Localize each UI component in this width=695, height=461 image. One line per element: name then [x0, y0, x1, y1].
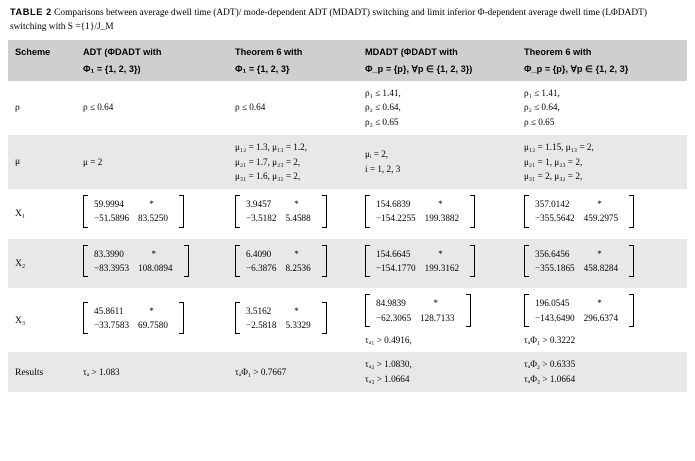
cell-line: τₐΦ₁ > 0.3222 [524, 334, 576, 345]
cell-rho-thm6b [517, 81, 687, 135]
matrix-entry: * [433, 298, 439, 309]
matrix-entry: 69.7580 [138, 319, 168, 330]
row-scheme-mu: μ [8, 135, 76, 189]
matrix-entry: * [438, 248, 443, 259]
matrix-entry: * [151, 248, 157, 259]
cell-results-thm6b [517, 352, 687, 391]
cell-x1-thm6b [517, 189, 687, 239]
matrix-entry: −154.1770 [376, 263, 416, 274]
cell-line: ρ ≤ 0.64 [235, 102, 266, 113]
cell-x2-thm6b [517, 239, 687, 289]
cell-line: μ₃₁ = 2, μ₃₂ = 2, [524, 171, 583, 182]
matrix-entry: * [149, 305, 154, 316]
cell-results-adt [76, 352, 228, 391]
matrix-entry: 5.3329 [285, 319, 311, 330]
cell-line: ρ₁ ≤ 1.41, [524, 87, 560, 98]
cell-line: μ = 2 [83, 156, 103, 167]
row-scheme-x3: X₃ [8, 288, 76, 352]
matrix-entry: −6.3876 [246, 263, 277, 274]
matrix-entry: 83.3990 [94, 248, 124, 259]
matrix [235, 195, 327, 228]
matrix-entry: 296.6374 [583, 312, 619, 323]
cell-x3-adt [76, 288, 228, 352]
cell-line: i = 1, 2, 3 [365, 163, 401, 174]
column-header-theorem6-a [228, 40, 358, 81]
table-header-row [8, 40, 687, 81]
column-header-scheme [8, 40, 76, 81]
cell-results-mdadt [358, 352, 517, 391]
table-body [8, 81, 687, 392]
matrix-entry: 45.8611 [94, 305, 124, 316]
cell-mu-thm6b [517, 135, 687, 189]
cell-line: μ₂₁ = 1, μ₂₃ = 2, [524, 156, 583, 167]
matrix-entry: 8.2536 [285, 263, 311, 274]
matrix-entry: * [294, 305, 299, 316]
cell-line: μ₁₂ = 1.3, μ₁₃ = 1.2, [235, 141, 308, 152]
row-scheme-x1: X₁ [8, 189, 76, 239]
header-line-2: Φ₁ = {1, 2, 3}) [83, 63, 141, 74]
matrix-entry: 459.2975 [583, 213, 619, 224]
matrix-entry: −3.5182 [246, 213, 277, 224]
header-line-1: MDADT (ΦDADT with [365, 47, 458, 58]
matrix-entry: 199.3882 [424, 213, 460, 224]
cell-mu-adt [76, 135, 228, 189]
matrix-entry: * [597, 298, 602, 309]
matrix-entry: −355.1865 [535, 263, 575, 274]
matrix [524, 294, 634, 327]
row-scheme-rho: ρ [8, 81, 76, 135]
matrix [235, 245, 327, 278]
matrix-entry: −355.5642 [535, 213, 575, 224]
header-line-1: ADT (ΦDADT with [83, 47, 162, 58]
cell-x2-adt [76, 239, 228, 289]
cell-line: τₐ₂ > 1.0830, [365, 359, 412, 370]
matrix-entry: −154.2255 [376, 213, 416, 224]
cell-line: μᵢ = 2, [365, 149, 389, 160]
cell-line: μ₁₂ = 1.15, μ₁₃ = 2, [524, 141, 594, 152]
matrix-entry: * [597, 248, 602, 259]
caption-text: Comparisons between average dwell time (ADT)/ mode-dependent ADT (MDADT) switching and limit inferior Φ-dependent average dwell time (LΦDADT) switching with S ={1}/J_M [10, 8, 647, 32]
matrix-entry: −33.7583 [94, 319, 130, 330]
cell-line: τₐ > 1.083 [83, 366, 120, 377]
matrix-entry: −83.3953 [94, 263, 130, 274]
cell-line: ρ₂ ≤ 0.64, [365, 102, 401, 113]
matrix-entry: 3.9457 [246, 199, 272, 210]
matrix-entry: −51.5896 [94, 213, 130, 224]
matrix-entry: 128.7133 [420, 312, 455, 323]
matrix [83, 302, 184, 335]
matrix [524, 195, 634, 228]
header-line-1: Theorem 6 with [524, 47, 592, 58]
matrix-entry: 357.0142 [535, 199, 570, 210]
cell-line: ρ₃ ≤ 0.65 [365, 117, 399, 128]
matrix-entry: 199.3162 [424, 263, 460, 274]
matrix-entry: −62.3065 [376, 312, 412, 323]
header-line-2: Φ₁ = {1, 2, 3} [235, 63, 290, 74]
table-row [8, 189, 687, 239]
table-row [8, 239, 687, 289]
header-line-2: Φ_p = {p}, ∀p ∈ {1, 2, 3} [524, 63, 629, 74]
matrix-entry: −143.6490 [535, 312, 575, 323]
cell-x1-mdadt [358, 189, 517, 239]
row-scheme-x2: X₂ [8, 239, 76, 289]
cell-x3-thm6b [517, 288, 687, 352]
matrix-entry: * [438, 199, 443, 210]
matrix [524, 245, 634, 278]
cell-line: μ₂₁ = 1.7, μ₂₃ = 2, [235, 156, 301, 167]
matrix-entry: * [149, 199, 154, 210]
column-header-mdadt [358, 40, 517, 81]
cell-mu-mdadt [358, 135, 517, 189]
cell-x2-thm6a [228, 239, 358, 289]
matrix-entry: 59.9994 [94, 199, 124, 210]
table-row [8, 288, 687, 352]
table-row [8, 81, 687, 135]
matrix-entry: 6.4090 [246, 248, 272, 259]
cell-rho-mdadt [358, 81, 517, 135]
cell-line: ρ ≤ 0.65 [524, 117, 555, 128]
cell-line: μ₃₁ = 1.6, μ₃₂ = 2, [235, 171, 301, 182]
matrix-entry: −2.5818 [246, 319, 277, 330]
table-caption [10, 6, 685, 34]
row-scheme-results: Results [8, 352, 76, 391]
cell-x1-thm6a [228, 189, 358, 239]
cell-line: ρ₂ ≤ 0.64, [524, 102, 560, 113]
cell-mu-thm6a [228, 135, 358, 189]
matrix-entry: * [597, 199, 602, 210]
cell-line: τₐΦ₁ > 0.7667 [235, 366, 287, 377]
cell-line: τₐΦ₃ > 1.0664 [524, 374, 576, 385]
matrix-entry: 154.6645 [376, 248, 411, 259]
cell-line: ρ ≤ 0.64 [83, 102, 114, 113]
table-row [8, 135, 687, 189]
comparison-table [8, 40, 687, 392]
cell-rho-thm6a [228, 81, 358, 135]
matrix-entry: 5.4588 [285, 213, 311, 224]
matrix [83, 245, 189, 278]
column-header-theorem6-b [517, 40, 687, 81]
cell-results-thm6a [228, 352, 358, 391]
matrix-entry: 154.6839 [376, 199, 411, 210]
table-head [8, 40, 687, 81]
matrix [365, 294, 471, 327]
matrix-entry: 83.5250 [138, 213, 168, 224]
table-number: TABLE 2 [10, 7, 52, 17]
matrix-entry: 356.6456 [535, 248, 570, 259]
cell-line: τₐ₁ > 0.4916, [365, 334, 412, 345]
cell-line: τₐΦ₂ > 0.6335 [524, 359, 576, 370]
cell-line: ρ₁ ≤ 1.41, [365, 87, 401, 98]
header-line-1: Scheme [15, 47, 51, 58]
header-line-2: Φ_p = {p}, ∀p ∈ {1, 2, 3}) [365, 63, 473, 74]
matrix-entry: 84.9839 [376, 298, 406, 309]
cell-line: τₐ₃ > 1.0664 [365, 374, 410, 385]
matrix-entry: 108.0894 [138, 263, 173, 274]
cell-x2-mdadt [358, 239, 517, 289]
matrix-entry: * [294, 199, 299, 210]
header-line-1: Theorem 6 with [235, 47, 303, 58]
matrix [365, 195, 475, 228]
cell-x3-thm6a [228, 288, 358, 352]
matrix-entry: 458.8284 [583, 263, 619, 274]
matrix [365, 245, 475, 278]
matrix [235, 302, 327, 335]
cell-x3-mdadt [358, 288, 517, 352]
table-row [8, 352, 687, 391]
matrix-entry: 196.0545 [535, 298, 570, 309]
matrix-entry: * [294, 248, 299, 259]
matrix-entry: 3.5162 [246, 305, 272, 316]
cell-x1-adt [76, 189, 228, 239]
matrix [83, 195, 184, 228]
cell-rho-adt [76, 81, 228, 135]
column-header-adt [76, 40, 228, 81]
